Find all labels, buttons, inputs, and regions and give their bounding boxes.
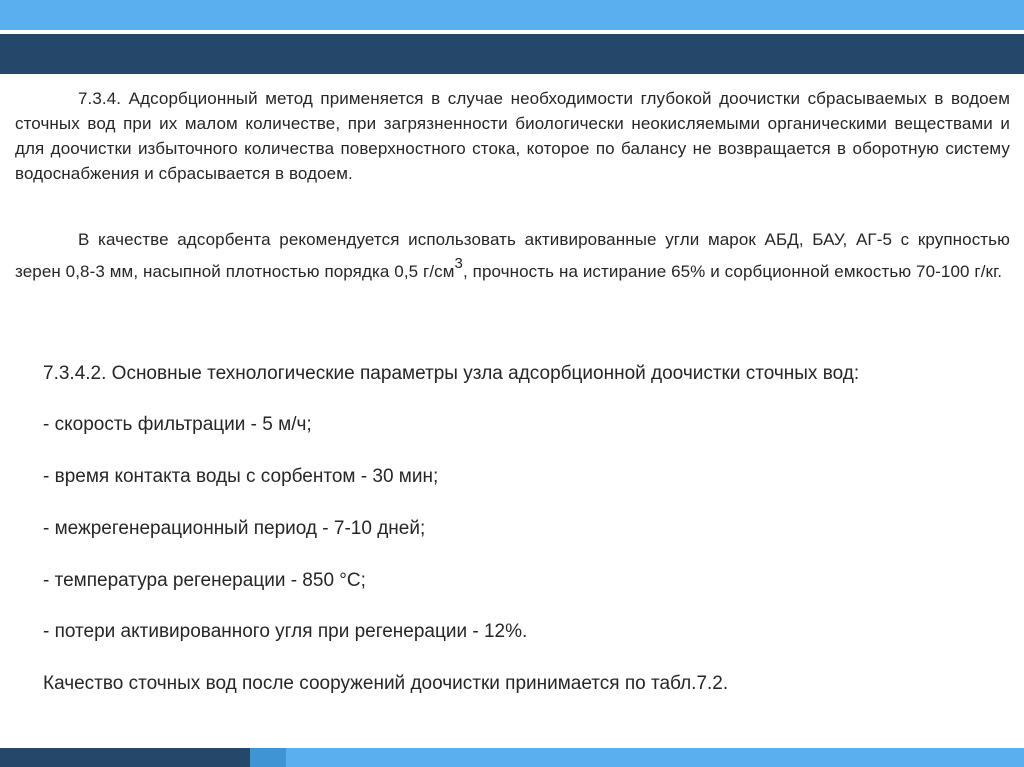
- slide-content: [0, 74, 1024, 742]
- paragraph-adsorption-method: 7.3.4. Адсорбционный метод применяется в случае необходимости глубокой доочистки сбрасываемых в водоем сточных вод при их малом количестве, при загрязненности биологически неокисляемыми органическими веществами и для доочистки избыточного количества поверхностного стока, которое по балансу не возвращается в оборотную систему водоснабжения и сбрасывается в водоем.: [15, 89, 1010, 183]
- parameter-item: - скорость фильтрации - 5 м/ч;: [43, 414, 312, 435]
- footer-band-light: [286, 748, 1024, 767]
- paragraph-adsorbent: [15, 224, 1010, 288]
- parameter-item: - время контакта воды с сорбентом - 30 мин;: [43, 466, 439, 487]
- superscript-cube: 3: [454, 255, 463, 272]
- parameters-heading: 7.3.4.2. Основные технологические параметры узла адсорбционной доочистки сточных вод:: [43, 363, 860, 384]
- header-band-dark: [0, 34, 1024, 74]
- parameter-item: - межрегенерационный период - 7-10 дней;: [43, 518, 426, 539]
- closing-sentence: Качество сточных вод после сооружений доочистки принимается по табл.7.2.: [43, 673, 729, 694]
- footer-band-mid: [250, 748, 286, 767]
- parameter-item: - потери активированного угля при регенерации - 12%.: [43, 621, 528, 642]
- adsorbent-text-end: , прочность на истирание 65% и сорбционной емкостью 70-100 г/кг.: [463, 262, 1003, 281]
- header-band-light: [0, 0, 1024, 30]
- footer-band-dark: [0, 748, 250, 767]
- parameter-item: - температура регенерации - 850 °С;: [43, 570, 366, 591]
- adsorbent-text: В качестве адсорбента рекомендуется использовать активированные угли марок АБД, БАУ, АГ-5 с крупностью зерен 0,8-3 мм, насыпной плотностью порядка 0,5 г/см: [15, 230, 1010, 281]
